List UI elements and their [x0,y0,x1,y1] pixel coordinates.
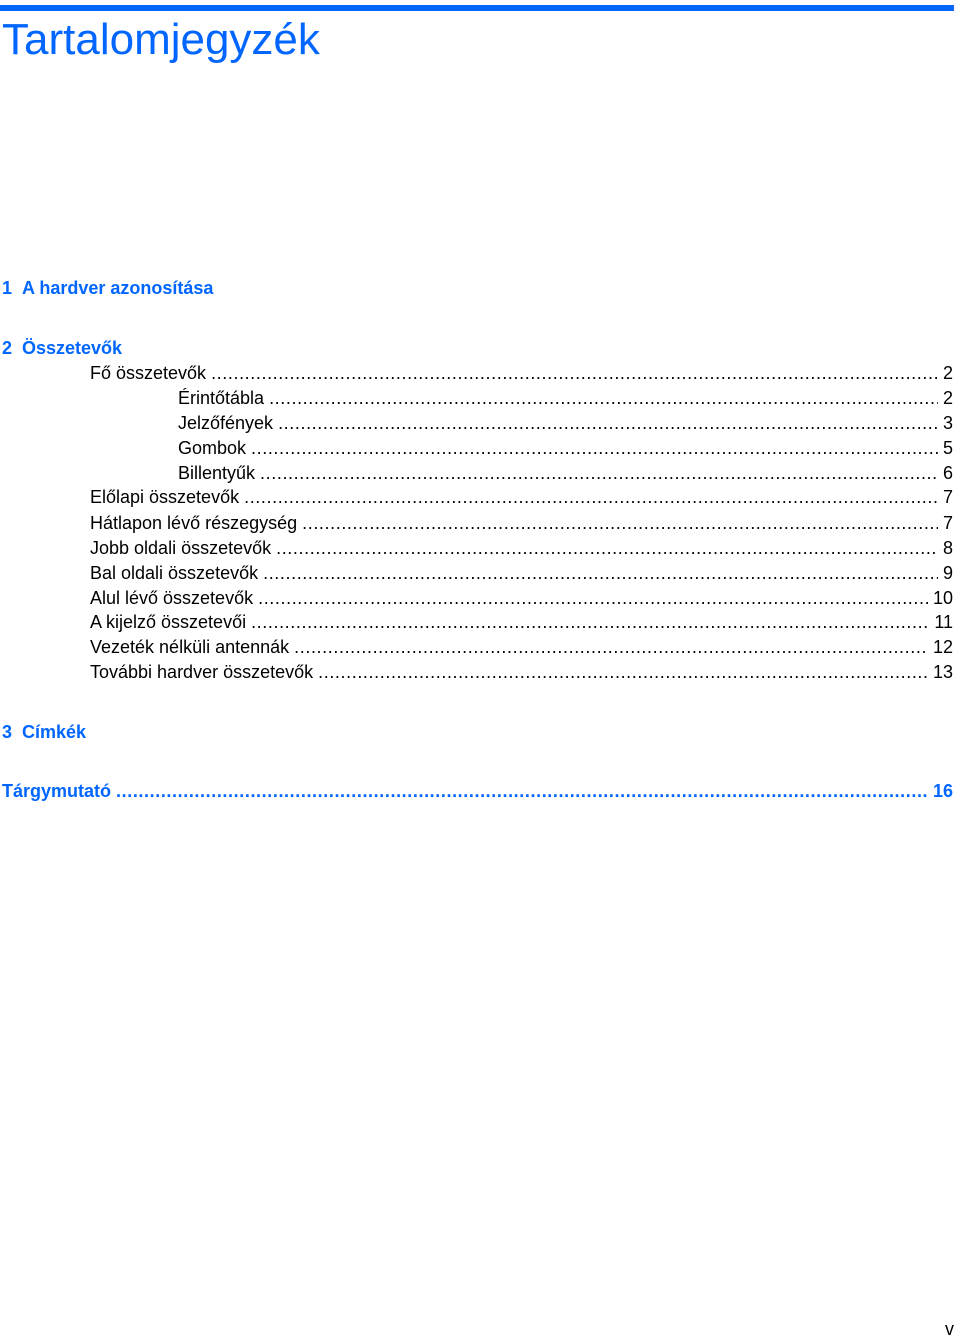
toc-entry-label: Érintőtábla [178,388,265,408]
toc-entry-tovabbi-hardver-osszetevok[interactable] [90,661,953,683]
dot-leader [211,362,938,384]
top-rule [0,5,954,11]
dot-leader [116,780,928,802]
dot-leader [302,512,938,534]
toc-entry-label: Előlapi összetevők [90,487,240,507]
dot-leader [251,611,929,633]
dot-leader [269,387,938,409]
dot-leader [251,437,938,459]
dot-leader [258,587,928,609]
chapter-number: 1 [2,278,13,298]
toc-entry-a-kijelzo-osszetevoi[interactable] [90,611,953,633]
index-label: Tárgymutató [2,781,112,801]
footer-page-number: v [945,1319,954,1339]
toc-entry-page: 2 [942,388,953,408]
toc-entry-jelzofenyek[interactable] [178,412,953,434]
toc-entry-page: 6 [942,463,953,483]
toc-entry-label: Hátlapon lévő részegység [90,513,298,533]
toc-entry-label: Bal oldali összetevők [90,563,259,583]
toc-entry-page: 7 [942,487,953,507]
toc-entry-alul-levo-osszetevok[interactable] [90,587,953,609]
toc-entry-erintotabla[interactable] [178,387,953,409]
toc-entry-hatlapon-levo-reszegyseg[interactable] [90,512,953,534]
chapter-title: Összetevők [22,338,123,358]
toc-entry-page: 11 [934,612,953,632]
dot-leader [263,562,938,584]
chapter-number: 3 [2,722,13,742]
toc-entry-label: Fő összetevők [90,363,207,383]
chapter-3-heading[interactable] [2,721,86,743]
toc-entry-label: Jelzőfények [178,413,274,433]
chapter-2-heading[interactable] [2,337,122,359]
toc-entry-page: 13 [932,662,953,682]
toc-entry-fo-osszetevok[interactable] [90,362,953,384]
toc-entry-elolapi-osszetevok[interactable] [90,486,953,508]
toc-entry-index[interactable] [2,780,953,802]
toc-entry-label: Alul lévő összetevők [90,588,254,608]
dot-leader [294,636,928,658]
toc-entry-label: Vezeték nélküli antennák [90,637,290,657]
chapter-number: 2 [2,338,13,358]
dot-leader [278,412,938,434]
toc-entry-label: Billentyűk [178,463,256,483]
toc-entry-page: 10 [932,588,953,608]
dot-leader [260,462,938,484]
toc-entry-page: 9 [942,563,953,583]
toc-entry-page: 7 [942,513,953,533]
page-title: Tartalomjegyzék [2,15,320,64]
toc-entry-billentyuk[interactable] [178,462,953,484]
toc-entry-jobb-oldali-osszetevok[interactable] [90,537,953,559]
toc-entry-page: 12 [932,637,953,657]
dot-leader [244,486,938,508]
index-page: 16 [932,781,953,801]
toc-entry-page: 3 [942,413,953,433]
toc-entry-page: 5 [942,438,953,458]
dot-leader [276,537,938,559]
toc-entry-label: Jobb oldali összetevők [90,538,272,558]
toc-entry-gombok[interactable] [178,437,953,459]
toc-entry-page: 8 [942,538,953,558]
toc-entry-vezetek-nelkuli-antennak[interactable] [90,636,953,658]
toc-entry-page: 2 [942,363,953,383]
toc-entry-label: A kijelző összetevői [90,612,247,632]
chapter-1-heading[interactable] [2,277,213,299]
toc-entry-bal-oldali-osszetevok[interactable] [90,562,953,584]
toc-entry-label: Gombok [178,438,247,458]
chapter-title: Címkék [22,722,87,742]
chapter-title: A hardver azonosítása [22,278,214,298]
dot-leader [318,661,928,683]
toc-entry-label: További hardver összetevők [90,662,314,682]
